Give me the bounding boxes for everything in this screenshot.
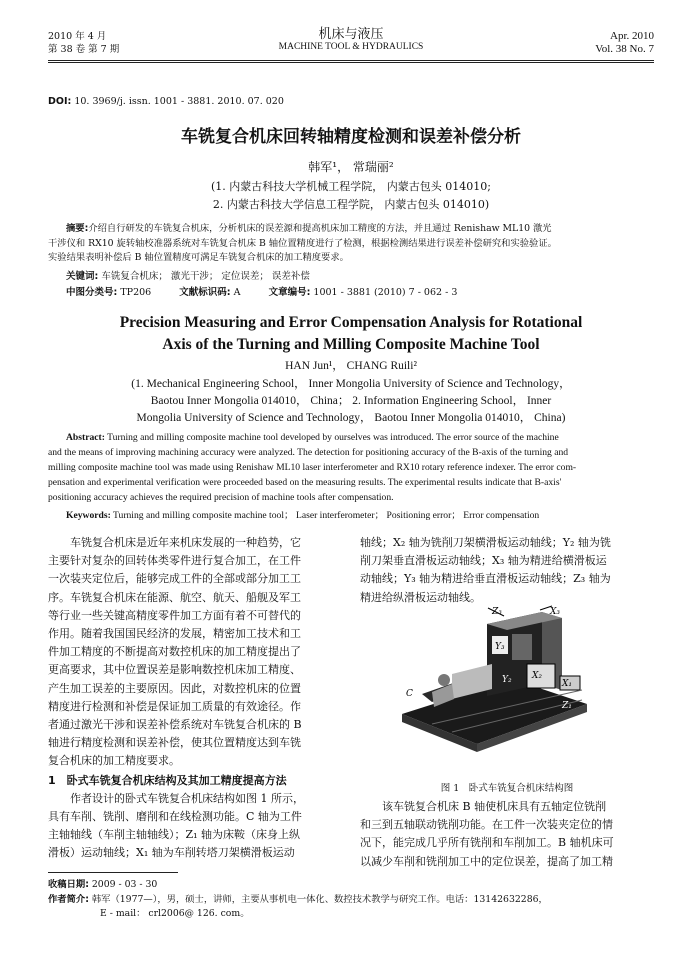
footnote-rule <box>48 872 178 873</box>
right-column-2 <box>360 798 654 871</box>
body-line: 一次装夹定位后，能够完成工件的全部或部分加工工 <box>48 572 301 586</box>
right-column <box>360 534 654 607</box>
doc-code-value: A <box>233 287 241 298</box>
body-line: 车铣复合机床是近年来机床发展的一种趋势，它 <box>48 536 301 549</box>
doi-value: 10. 3969/j. issn. 1001 - 3881. 2010. 07. 020 <box>74 96 284 107</box>
header-rule <box>48 60 654 61</box>
header-right <box>595 30 654 56</box>
body-line: 以减少车削和铣削加工中的定位误差，提高了加工精 <box>360 854 613 868</box>
section-heading: 1 卧式车铣复合机床结构及其加工精度提高方法 <box>48 773 287 787</box>
body-line: 精度进行检测和补偿是保证加工质量的有效途径。作 <box>48 699 301 713</box>
title-en <box>48 312 654 356</box>
title-en-line: Precision Measuring and Error Compensation Analysis for Rotational <box>119 314 583 331</box>
footnote <box>48 878 654 922</box>
abstract-en <box>48 430 654 505</box>
body-line: 该车铣复合机床 B 轴使机床具有五轴定位铣削 <box>360 800 607 813</box>
body-line: 主要针对复杂的回转体类零件进行复合加工，在工件 <box>48 554 301 568</box>
article-number-value: 1001 - 3881 (2010) 7 - 062 - 3 <box>313 287 458 298</box>
journal-name-cn: 机床与液压 <box>318 27 384 42</box>
body-line: 和三到五轴联动铣削功能。在工件一次装夹定位的情 <box>360 818 613 832</box>
body-line: 作者设计的卧式车铣复合机床结构如图 1 所示， <box>48 791 304 805</box>
affiliations-en <box>48 376 654 427</box>
abstract-en-line: pensation and experimental verification were proceeded based on the measuring results. The experimental results indicate that B-axis' <box>48 477 562 488</box>
body-line: 轴进行精度检测和误差补偿，使其位置精度达到车铣 <box>48 736 301 750</box>
affiliation-1: (1. 内蒙古科技大学机械工程学院， 内蒙古包头 014010; <box>211 180 491 193</box>
authors-en: HAN Jun¹， CHANG Ruili² <box>285 360 417 372</box>
abstract-en-line: positioning accuracy achieves the required precision of machine tools after compensation. <box>48 492 394 503</box>
abstract-cn <box>48 222 654 266</box>
keywords-label: 关键词: <box>66 271 99 282</box>
keywords-en-value: Turning and milling composite machine tool； Laser interferometer； Positioning error； Error compensation <box>113 510 540 521</box>
body-line: 轴线；X₂ 轴为铣削刀架横滑板运动轴线；Y₂ 轴为铣 <box>360 536 611 549</box>
body-line: 况下，能完成几乎所有铣削和车削加工。B 轴机床可 <box>360 836 614 850</box>
author-bio: 韩军（1977—），男，硕士，讲师，主要从事机电一体化、数控技术教学与研究工作。电话：13142632286， <box>91 893 548 905</box>
body-line: 作用。随着我国国民经济的发展，精密加工技术和工 <box>48 627 301 641</box>
title-en-line: Axis of the Turning and Milling Composite Machine Tool <box>162 336 540 353</box>
doc-code-label: 文献标识码: <box>179 287 231 298</box>
label-z3: Z₃ <box>492 607 502 617</box>
title-cn: 车铣复合机床回转轴精度检测和误差补偿分析 <box>181 127 521 147</box>
keywords-en <box>66 508 539 523</box>
abstract-line: 介绍自行研发的车铣复合机床，分析机床的误差源和提高机床加工精度的方法，并且通过 Renishaw ML10 激光 <box>88 223 552 234</box>
keywords-en-label: Keywords: <box>66 510 111 521</box>
body-line: 精进给纵滑板运动轴线。 <box>360 590 481 604</box>
abstract-en-line: Turning and milling composite machine tool developed by ourselves was introduced. The error source of the machine <box>107 432 559 443</box>
label-c: C <box>406 689 413 699</box>
figure-caption: 图 1 卧式车铣复合机床结构图 <box>440 783 574 794</box>
affiliations-cn <box>48 178 654 214</box>
affiliation-en-line: Mongolia University of Science and Technology， Baotou Inner Mongolia 014010， China) <box>136 412 566 424</box>
abstract-line: 干涉仪和 RX10 旋转轴校准器系统对车铣复合机床 B 轴位置精度进行了检测，根据检测结果进行误差补偿研究和实验验证。 <box>48 237 557 249</box>
keywords-value: 车铣复合机床； 激光干涉； 定位误差； 误差补偿 <box>101 271 310 282</box>
machine-figure <box>392 604 592 754</box>
affiliation-2: 2. 内蒙古科技大学信息工程学院， 内蒙古包头 014010) <box>212 198 490 211</box>
article-number-label: 文章编号: <box>268 287 311 298</box>
label-z1: Z₁ <box>562 701 572 711</box>
abstract-en-line: milling composite machine tool was made using Renishaw ML10 laser interferometer and RX10 rotary reference indexer. The error com- <box>48 462 577 473</box>
clc-value: TP206 <box>120 287 152 298</box>
body-line: 复合机床的加工精度要求。 <box>48 754 180 768</box>
label-y2: Y₂ <box>502 675 512 685</box>
body-line: 动轴线；Y₃ 轴为精进给垂直滑板运动轴线；Z₃ 轴为 <box>360 572 611 586</box>
authors-cn: 韩军¹， 常瑞丽² <box>308 160 394 174</box>
label-x1: X₁ <box>562 679 573 689</box>
left-column <box>48 534 340 863</box>
abstract-line: 实验结果表明补偿后 B 轴位置精度可满足车铣复合机床的加工精度要求。 <box>48 252 349 263</box>
classification <box>66 286 457 300</box>
body-line: 具有车削、铣削、磨削和在线检测功能。C 轴为工件 <box>48 810 302 824</box>
label-y3: Y₃ <box>495 642 505 652</box>
label-x2: X₂ <box>532 671 543 681</box>
body-line: 主轴轴线（车削主轴轴线）；Z₁ 轴为床鞍（床身上纵 <box>48 828 301 842</box>
body-line: 件加工精度的不断提高对数控机床的加工精度提出了 <box>48 645 301 659</box>
body-line: 序。车铣复合机床在能源、航空、航天、船舰及军工 <box>48 590 301 604</box>
doi <box>48 96 284 107</box>
header-date: 2010 年 4 月 <box>48 31 107 42</box>
body-line: 等行业一些关键高精度零件加工方面有着不可替代的 <box>48 608 301 622</box>
abstract-en-line: and the means of improving machining accuracy were analyzed. The detection for positioning accuracy of the B-axis of the turning and <box>48 447 569 458</box>
doi-label: DOI: <box>48 96 72 107</box>
keywords-cn <box>66 270 310 284</box>
received-label: 收稿日期: <box>48 879 89 890</box>
abstract-label: 摘要: <box>66 223 89 234</box>
clc-label: 中图分类号: <box>66 287 118 298</box>
received-date: 2009 - 03 - 30 <box>91 879 158 890</box>
header-volume-en: Vol. 38 No. 7 <box>595 43 654 55</box>
affiliation-en-line: Baotou Inner Mongolia 014010， China； 2. Information Engineering School， Inner <box>150 395 552 407</box>
affiliation-en-line: (1. Mechanical Engineering School， Inner Mongolia University of Science and Technology， <box>131 378 571 390</box>
author-bio-label: 作者简介: <box>48 893 89 905</box>
body-line: 更高要求，其中位置误差是影响数控机床加工精度、 <box>48 663 301 677</box>
abstract-en-label: Abstract: <box>66 432 105 443</box>
author-email: E - mail： crl2006@ 126. com。 <box>100 908 250 919</box>
header-date-en: Apr. 2010 <box>610 30 654 42</box>
body-line: 产生加工误差的主要原因。因此，对数控机床的位置 <box>48 681 301 695</box>
header-center <box>48 28 654 54</box>
header-rule-2 <box>48 62 654 63</box>
body-line: 削刀架垂直滑板运动轴线；X₃ 轴为精进给横滑板运 <box>360 554 607 568</box>
header-volume: 第 38 卷 第 7 期 <box>48 44 120 55</box>
body-line: 者通过激光干涉和误差补偿系统对车铣复合机床的 B <box>48 718 302 732</box>
journal-name-en: MACHINE TOOL & HYDRAULICS <box>278 42 424 52</box>
label-x3: X₃ <box>550 607 561 617</box>
body-line: 滑板）运动轴线；X₁ 轴为车削转塔刀架横滑板运动 <box>48 846 295 860</box>
